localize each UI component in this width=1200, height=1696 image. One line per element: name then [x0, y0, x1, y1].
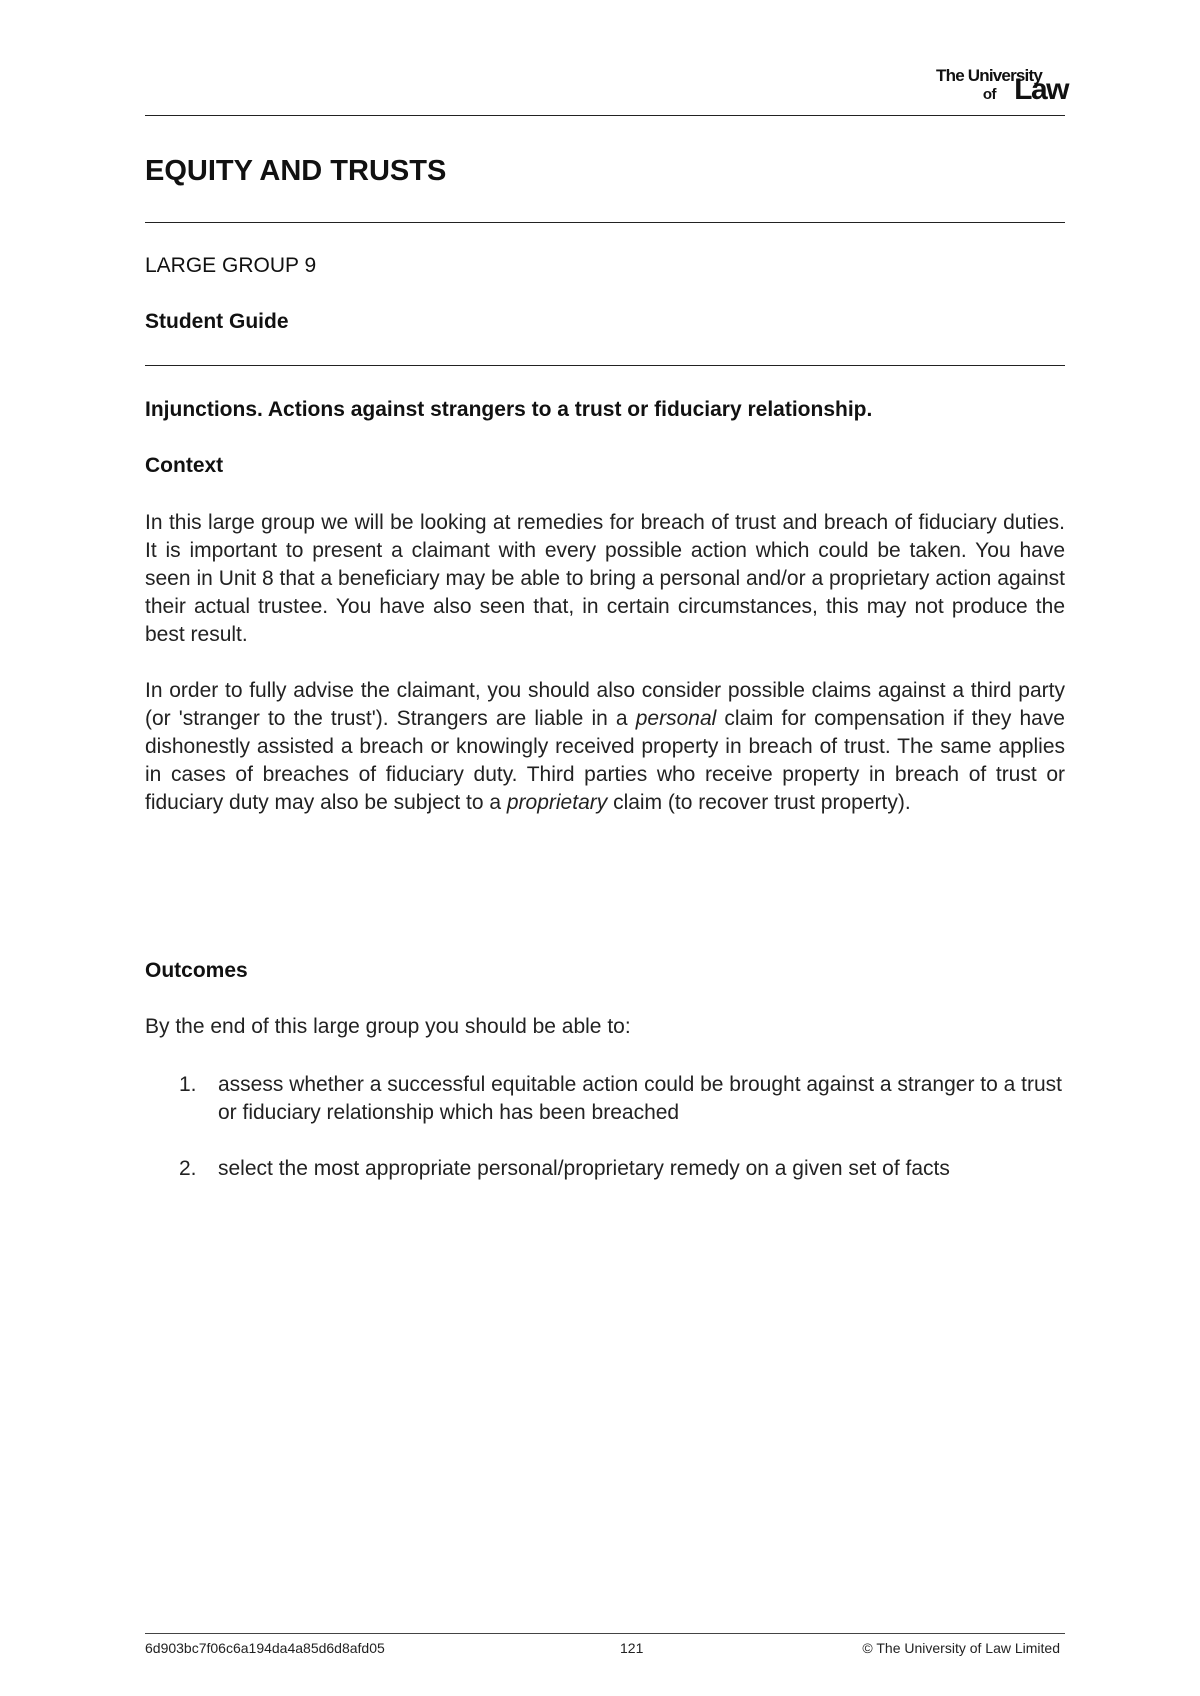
list-item-text: select the most appropriate personal/proprietary remedy on a given set of facts [218, 1157, 950, 1180]
university-logo [858, 66, 1068, 108]
p2-emphasis-proprietary: proprietary [506, 791, 608, 814]
outcomes-heading: Outcomes [145, 959, 248, 982]
outcomes-intro: By the end of this large group you should be able to: [145, 1015, 631, 1038]
topic-heading: Injunctions. Actions against strangers to a trust or fiduciary relationship. [145, 398, 873, 421]
list-item [145, 1155, 1065, 1183]
title-divider [145, 222, 1065, 223]
list-item [145, 1071, 1065, 1127]
logo-of-text: of [982, 86, 996, 103]
p2-text-c: claim (to recover trust property). [607, 791, 911, 814]
list-item-number: 1. [179, 1073, 197, 1096]
context-heading: Context [145, 454, 224, 477]
p2-text-a: In order to fully advise the claimant, you should also consider possible claims against a third party (or 'stranger to the trust'). Strangers are liable in a [145, 679, 1065, 730]
list-item-number: 2. [179, 1157, 197, 1180]
context-paragraph-2 [145, 677, 1065, 817]
section-divider [145, 365, 1065, 366]
logo-law-text: Law [1014, 73, 1068, 106]
large-group-label: LARGE GROUP 9 [145, 254, 317, 277]
footer-document-code: 6d903bc7f06c6a194da4a85d6d8afd05 [145, 1640, 385, 1656]
footer-divider [145, 1633, 1065, 1634]
list-item-text: assess whether a successful equitable action could be brought against a stranger to a trust or fiduciary relationship which has been breached [218, 1073, 1062, 1124]
logo-university-text: The University [936, 66, 1042, 85]
header-divider [145, 115, 1065, 116]
footer-copyright: © The University of Law Limited [862, 1640, 1060, 1656]
page-title: EQUITY AND TRUSTS [145, 155, 447, 187]
outcomes-list-1 [145, 1071, 1065, 1127]
outcomes-list-2 [145, 1155, 1065, 1183]
footer-page-number: 121 [620, 1640, 644, 1656]
context-paragraph-1: In this large group we will be looking at remedies for breach of trust and breach of fiduciary duties. It is important to present a claimant with every possible action which could be taken. You have seen in Unit 8 that a beneficiary may be able to bring a personal and/or a proprietary action against their actual trustee. You have also seen that, in certain circumstances, this may not produce the best result. [145, 511, 1065, 646]
p2-emphasis-personal: personal [635, 707, 717, 730]
student-guide-label: Student Guide [145, 310, 289, 333]
p2-text-b: claim for compensation if they have dishonestly assisted a breach or knowingly received property in breach of trust. The same applies in cases of breaches of fiduciary duty. Third parties who receive property in breach of trust or fiduciary duty may also be subject to a [145, 707, 1065, 814]
